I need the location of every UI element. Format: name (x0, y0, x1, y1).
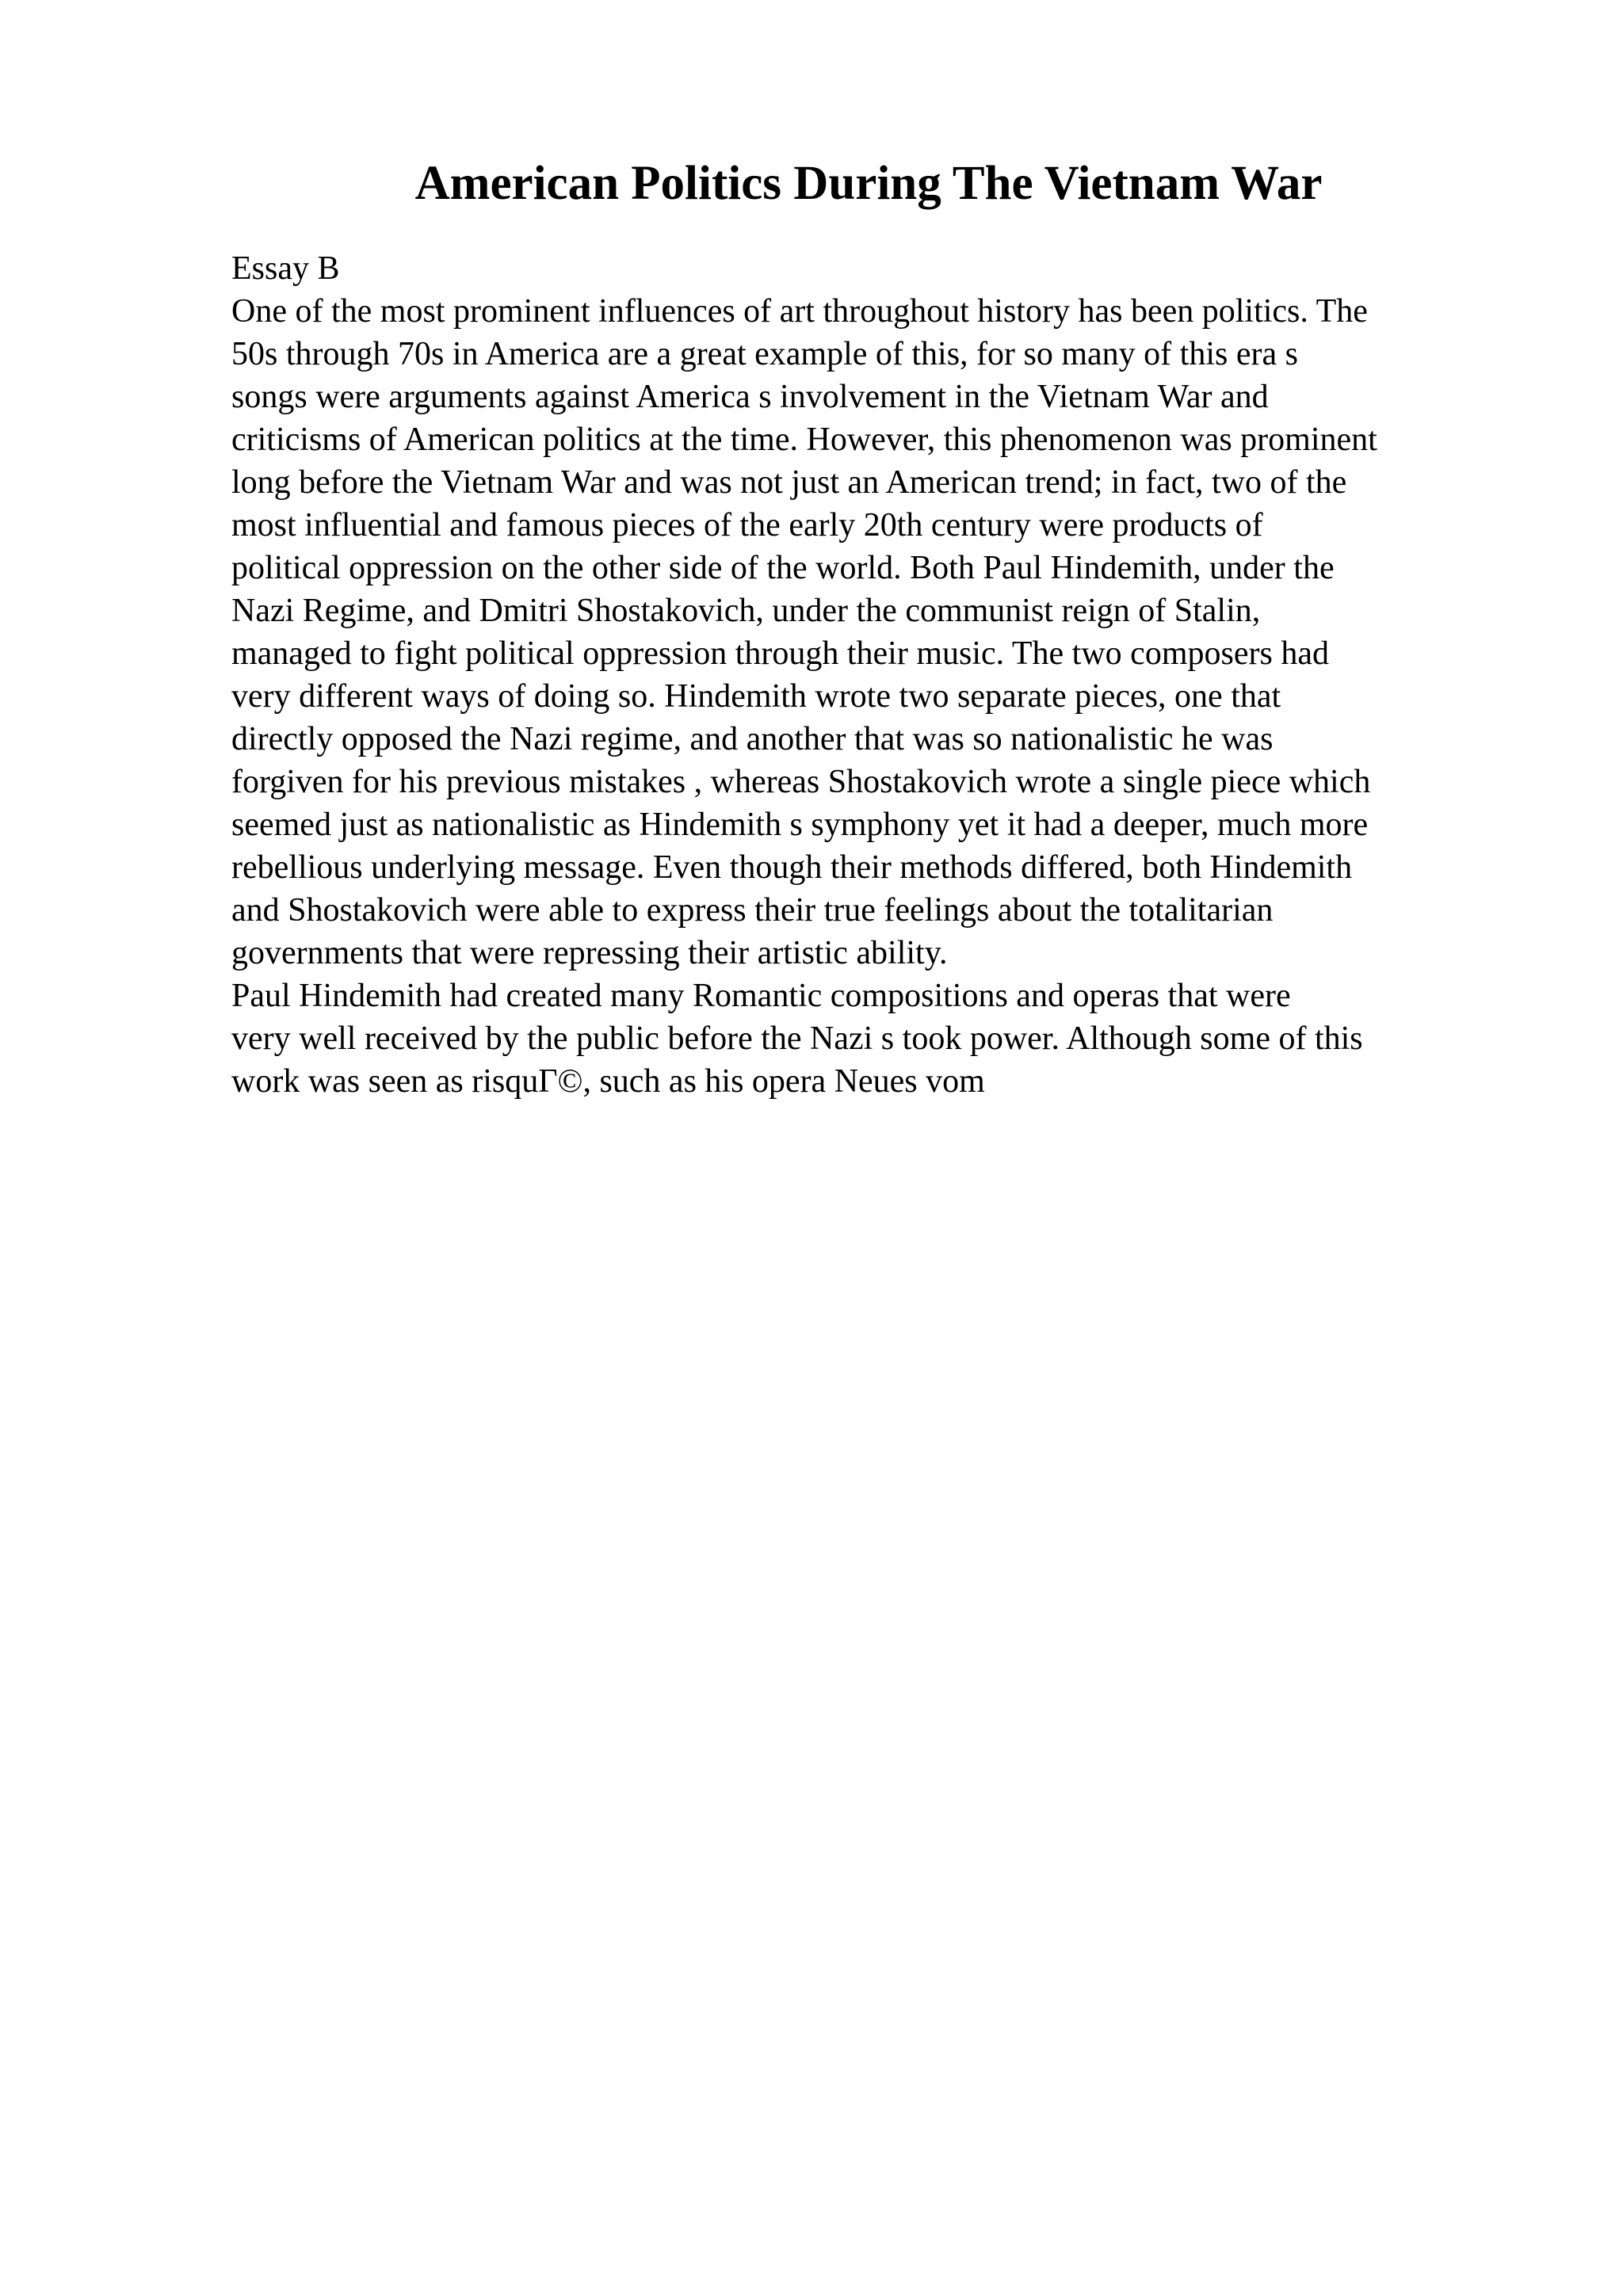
text-line: 50s through 70s in America are a great example of this, for so many of this era s (231, 336, 1298, 372)
document-body (231, 247, 1594, 1103)
text-line: political oppression on the other side of the world. Both Paul Hindemith, under the (231, 550, 1335, 586)
text-line: managed to fight political oppression through their music. The two composers had (231, 635, 1329, 672)
text-line: work was seen as risquГ©, such as his opera Neues vom (231, 1063, 985, 1100)
text-line: long before the Vietnam War and was not just an American trend; in fact, two of the (231, 464, 1347, 501)
text-line: forgiven for his previous mistakes , whereas Shostakovich wrote a single piece which (231, 764, 1371, 800)
text-line: Nazi Regime, and Dmitri Shostakovich, under the communist reign of Stalin, (231, 593, 1261, 629)
text-line: Paul Hindemith had created many Romantic compositions and operas that were (231, 978, 1291, 1014)
text-line: rebellious underlying message. Even though their methods differed, both Hindemith (231, 849, 1353, 886)
text-line: very well received by the public before the Nazi s took power. Although some of this (231, 1020, 1363, 1057)
text-line: and Shostakovich were able to express their true feelings about the totalitarian (231, 892, 1274, 929)
text-line: seemed just as nationalistic as Hindemith s symphony yet it had a deeper, much more (231, 807, 1369, 843)
paragraph-1 (231, 290, 1594, 974)
text-line: very different ways of doing so. Hindemith wrote two separate pieces, one that (231, 678, 1281, 715)
text-line: One of the most prominent influences of art throughout history has been politics. The (231, 293, 1368, 330)
text-line: most influential and famous pieces of the early 20th century were products of (231, 507, 1263, 543)
text-line: songs were arguments against America s involvement in the Vietnam War and (231, 379, 1269, 415)
document-title: American Politics During The Vietnam War (414, 157, 1323, 210)
essay-label: Essay B (231, 250, 340, 287)
text-line: criticisms of American politics at the time. However, this phenomenon was prominent (231, 421, 1377, 458)
text-line: directly opposed the Nazi regime, and another that was so nationalistic he was (231, 721, 1274, 757)
text-line: governments that were repressing their artistic ability. (231, 935, 948, 971)
paragraph-2 (231, 974, 1594, 1103)
